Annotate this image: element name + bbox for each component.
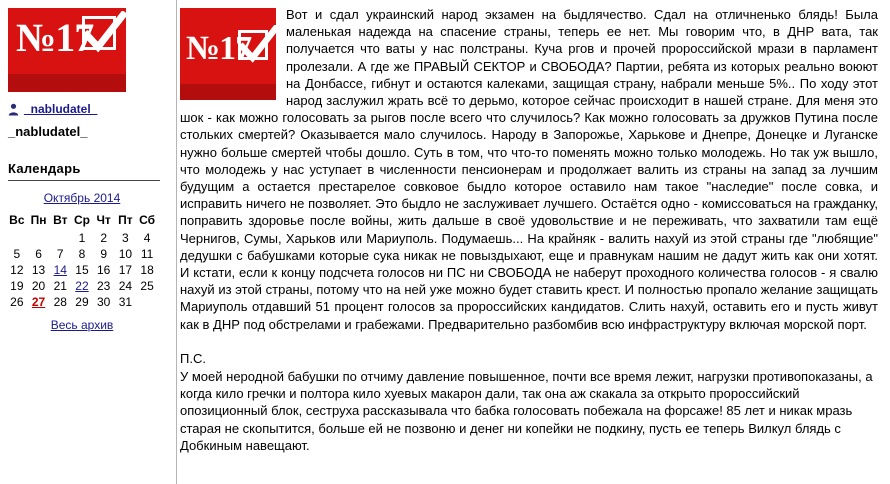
calendar-day: 10 <box>118 247 133 261</box>
post-logo-number: №17 <box>186 30 252 67</box>
calendar-day: 11 <box>140 247 154 261</box>
calendar-day: 18 <box>140 263 154 277</box>
calendar-day-link[interactable]: 22 <box>75 279 89 293</box>
calendar-day: 15 <box>75 263 89 277</box>
calendar-day: 2 <box>100 231 107 245</box>
calendar-day: 12 <box>10 263 24 277</box>
calendar-day: 17 <box>118 263 133 277</box>
calendar-day: 16 <box>96 263 111 277</box>
post-logo-bottom-bar <box>180 84 276 100</box>
calendar-day: 8 <box>78 247 86 261</box>
calendar-day: 13 <box>31 263 46 277</box>
post-logo <box>180 8 276 100</box>
calendar-day <box>28 230 50 246</box>
calendar-divider <box>8 180 160 181</box>
calendar-day: 25 <box>140 279 154 293</box>
ps-label: П.С. <box>180 350 206 366</box>
calendar-day <box>6 230 28 246</box>
post-content <box>180 4 886 484</box>
calendar-week-row <box>6 230 158 246</box>
checkbox-checked-icon <box>238 30 268 60</box>
calendar-week-row <box>6 262 158 278</box>
post-text-body <box>180 6 878 333</box>
calendar-day: 19 <box>10 279 24 293</box>
weekday-label: Пн <box>30 213 47 227</box>
calendar-day: 5 <box>13 247 21 261</box>
username-heading: _nabludatel_ <box>8 124 88 139</box>
avatar-number: №17 <box>16 15 94 60</box>
calendar-day <box>49 230 71 246</box>
calendar-day: 9 <box>100 247 107 261</box>
archive-link[interactable]: Весь архив <box>50 318 114 332</box>
username-link[interactable]: _nabludatel_ <box>24 102 98 116</box>
calendar-day: 3 <box>122 231 129 245</box>
calendar-day <box>136 294 158 310</box>
ps-paragraph: У моей неродной бабушки по отчиму давление повышенное, почти все время лежит, нагрузки противопоказаны, а когда кило гречки и полтора кило хуевых макарон дали, так она аж скакала за открыто пророссийский опозиционный блок, сеструха рассказывала что бабка голосовать побежала на форсаже! 85 лет и никак мразь старая не скопытится, больше ей не позвоню и денег ни копейки не подкину, пусть ее теперь Вилкул блядь с Добкиным навещают. <box>180 369 873 453</box>
weekday-label: Сб <box>139 213 156 227</box>
calendar-table <box>6 212 158 310</box>
weekday-label: Вт <box>53 213 68 227</box>
weekday-label: Вс <box>9 213 25 227</box>
post-script <box>180 350 878 454</box>
avatar[interactable] <box>8 8 126 92</box>
weekday-label: Чт <box>96 213 111 227</box>
calendar-day: 24 <box>118 279 133 293</box>
calendar-day: 6 <box>35 247 42 261</box>
calendar-header-row <box>6 212 158 230</box>
calendar-day: 28 <box>53 295 67 309</box>
calendar-week-row <box>6 246 158 262</box>
calendar-day: 26 <box>10 295 24 309</box>
calendar-day: 4 <box>143 231 151 245</box>
calendar-day: 20 <box>31 279 46 293</box>
calendar-day: 21 <box>53 279 67 293</box>
user-icon <box>8 103 19 116</box>
weekday-label: Пт <box>118 213 133 227</box>
sidebar <box>0 0 172 484</box>
calendar-day: 23 <box>96 279 111 293</box>
sidebar-divider <box>176 0 177 484</box>
calendar-day: 7 <box>56 247 64 261</box>
calendar-week-row <box>6 294 158 310</box>
weekday-label: Ср <box>73 213 90 227</box>
calendar-week-row <box>6 278 158 294</box>
calendar-title: Календарь <box>8 161 81 176</box>
username-row[interactable] <box>8 102 168 116</box>
calendar-day: 1 <box>78 231 86 245</box>
calendar-day: 31 <box>118 295 133 309</box>
post-paragraph: Вот и сдал украинский народ экзамен на быдлячество. Сдал на отличненько блядь! Была маленькая надежда на спасение страны, теперь ее нет. Мы говорим что, в ДНР вата, так получается что ваты у нас полстраны. Куча ргов и прочей пророссийской мрази в парламент пролезали. А где же ПРАВЫЙ СЕКТОР и СВОБОДА? Партии, ребята из которых реально воюют на Донбассе, гибнут и остаются калеками, защищая страну, набрали меньше 5%.. По ходу этот народ заслужил жрать всё то дерьмо, которое сейчас происходит в нашей стране. Для меня это шок - как можно голосовать за рыгов после всего что случилось? Как можно голосовать за дружков Путина после стольких смертей? Оказывается мало случилось. Народу в Запорожье, Харькове и Днепре, Донецке и Луганске нужно больше смертей чтобы дошло. Суть в том, что что-то поменять можно только молодежь. Но так уж вышло, что молодежь у нас уступает в численности пенсионерам и продолжает валить из страны на запад за лучшим будущим а остается престарелое совковое быдло которое оставило нам такое "наследие" после совка, и исправить ничего не позволяет. Это быдло не заслуживает лучшего. Остаётся одно - комиссоваться на гражданку, поправить здоровье после войны, жить дальше в своё удовольствие и не переживать, что захватили там ещё Чернигов, Сумы, Харьков или Мариуполь. Подумаешь... На крайняк - валить нахуй из этой страны где "любящие" дедушки с бабушками которые сука никак не повыздыхают, еще и правнукам нашим не дадут жить как они хотят. И кстати, если к концу подсчета голосов ни ПС ни СВОБОДА не наберут проходного количества голосов - я свалю нахуй из этой страны, потому что на ней уже можно будет ставить крест. И полностью пропало желание защищать Мариуполь отдавший 51 процент голосов за пророссийских кандидатов. Слить нахуй, оставить его и пусть живут как в ДНР под обстрелами и грабежами. Предварительно разбомбив всю инфраструктуру включая морской порт. <box>180 7 878 332</box>
calendar-day-today[interactable]: 27 <box>31 295 46 309</box>
checkbox-checked-icon <box>82 16 116 50</box>
calendar-day: 29 <box>75 295 89 309</box>
calendar-day: 30 <box>96 295 111 309</box>
calendar-month-link[interactable]: Октябрь 2014 <box>43 191 121 205</box>
calendar-day-link[interactable]: 14 <box>53 263 67 277</box>
avatar-bottom-bar <box>8 74 126 92</box>
